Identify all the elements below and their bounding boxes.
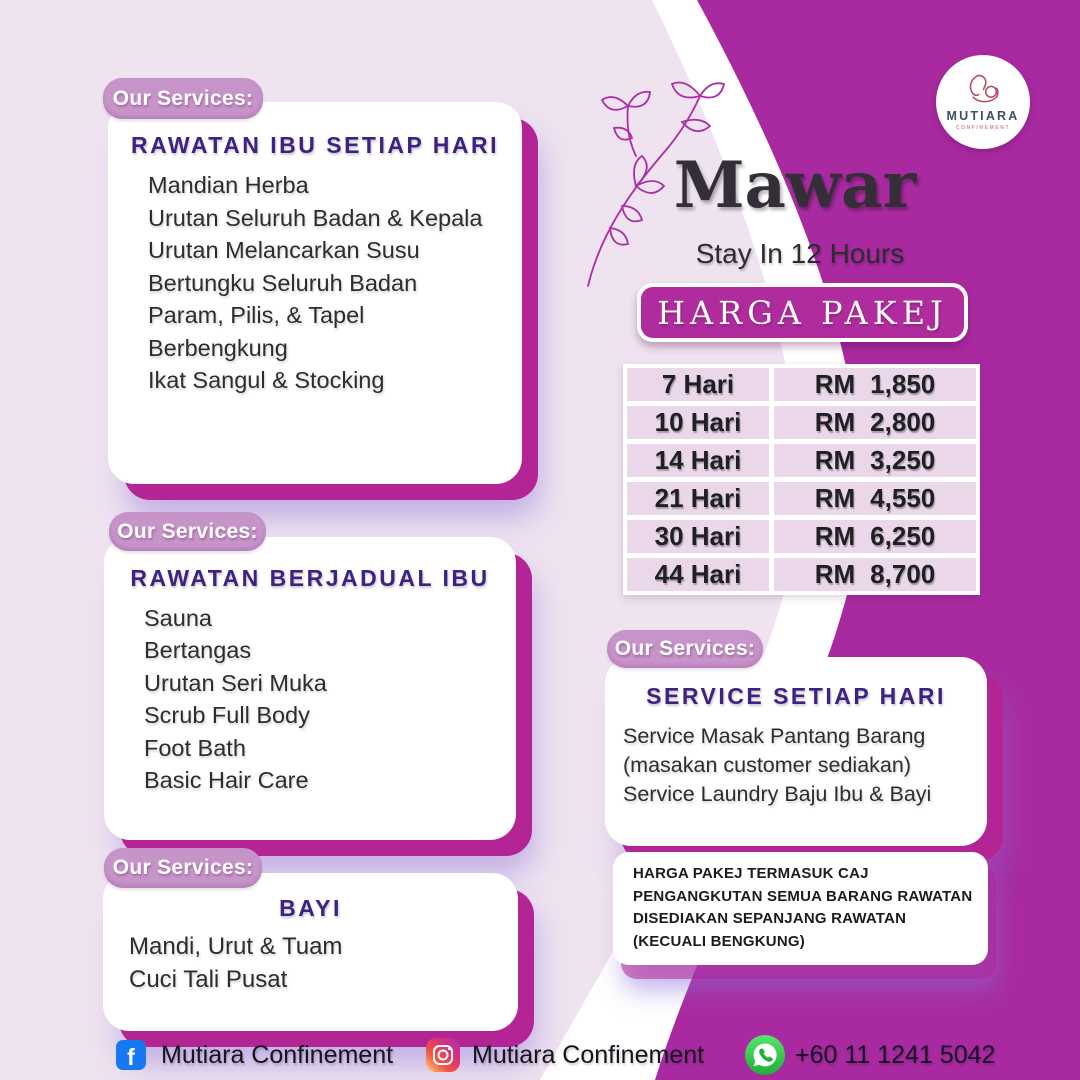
days-cell: 7 Hari — [627, 368, 769, 401]
service-item: (masakan customer sediakan) — [623, 753, 911, 777]
price-row — [627, 368, 976, 401]
price-row — [627, 482, 976, 515]
logo-title: MUTIARA — [946, 109, 1020, 123]
our-services-badge: Our Services: — [109, 512, 266, 551]
service-item: Ikat Sangul & Stocking — [148, 367, 385, 393]
stay-duration: Stay In 12 Hours — [695, 238, 905, 269]
service-item: Basic Hair Care — [144, 767, 309, 794]
card-rawatan-ibu-setiap-hari — [108, 102, 522, 484]
price-amount: 1,850 — [870, 369, 936, 399]
facebook-icon[interactable]: f — [116, 1040, 146, 1070]
service-list — [104, 602, 516, 796]
price-amount: 6,250 — [870, 521, 936, 551]
currency-label: RM — [814, 407, 856, 437]
card-title: RAWATAN IBU SETIAP HARI — [130, 132, 499, 158]
our-services-badge: Our Services: — [103, 78, 263, 119]
currency-label: RM — [814, 559, 856, 589]
days-cell: 30 Hari — [627, 520, 769, 553]
service-item: Urutan Seri Muka — [144, 669, 327, 696]
logo-subtitle: CONFINEMENT — [955, 125, 1011, 131]
instagram-icon[interactable] — [426, 1038, 460, 1072]
days-cell: 10 Hari — [627, 406, 769, 439]
service-list — [103, 930, 518, 996]
service-item: Service Laundry Baju Ibu & Bayi — [623, 782, 932, 806]
price-amount: 4,550 — [870, 483, 936, 513]
price-table — [623, 364, 980, 595]
our-services-badge: Our Services: — [607, 630, 763, 668]
currency-label: RM — [814, 521, 856, 551]
currency-label: RM — [814, 369, 856, 399]
service-list — [108, 169, 522, 397]
price-header-button: HARGA PAKEJ — [637, 283, 968, 342]
service-item: Foot Bath — [144, 734, 246, 761]
service-item: Berbengkung — [148, 334, 288, 361]
service-item: Urutan Melancarkan Susu — [148, 237, 420, 263]
service-item: Sauna — [144, 605, 212, 631]
service-item: Mandi, Urut & Tuam — [129, 933, 343, 960]
whatsapp-icon[interactable] — [745, 1035, 785, 1075]
currency-label: RM — [814, 483, 856, 513]
card-bayi — [103, 873, 518, 1031]
package-disclaimer: HARGA PAKEJ TERMASUK CAJ PENGANGKUTAN SEMUA BARANG RAWATAN DISEDIAKAN SEPANJANG RAWATAN (KECUALI BENGKUNG) — [613, 852, 988, 965]
service-item: Service Masak Pantang Barang — [623, 724, 926, 748]
price-cell — [774, 444, 976, 477]
price-cell — [774, 558, 976, 591]
days-cell: 21 Hari — [627, 482, 769, 515]
card-title: BAYI — [279, 895, 342, 921]
instagram-handle[interactable]: Mutiara Confinement — [472, 1041, 705, 1069]
price-row — [627, 444, 976, 477]
price-amount: 2,800 — [870, 407, 936, 437]
our-services-badge: Our Services: — [104, 848, 262, 888]
service-item: Param, Pilis, & Tapel — [148, 302, 365, 328]
days-cell: 14 Hari — [627, 444, 769, 477]
price-row — [627, 520, 976, 553]
service-list — [605, 722, 987, 809]
mother-baby-icon — [961, 73, 1005, 107]
card-title: SERVICE SETIAP HARI — [646, 683, 946, 709]
service-item: Urutan Seluruh Badan & Kepala — [148, 204, 483, 231]
service-item: Scrub Full Body — [144, 702, 310, 729]
whatsapp-number[interactable]: +60 11 1241 5042 — [795, 1041, 996, 1069]
price-cell — [774, 482, 976, 515]
service-item: Cuci Tali Pusat — [129, 966, 288, 993]
price-cell — [774, 520, 976, 553]
price-amount: 3,250 — [870, 445, 936, 475]
package-title: Mawar — [673, 148, 917, 223]
service-item: Mandian Herba — [148, 172, 309, 198]
card-title: RAWATAN BERJADUAL IBU — [130, 565, 490, 591]
facebook-handle[interactable]: Mutiara Confinement — [161, 1041, 394, 1069]
currency-label: RM — [814, 445, 856, 475]
brand-logo — [936, 55, 1030, 149]
card-service-setiap-hari — [605, 657, 987, 846]
service-item: Bertangas — [144, 637, 252, 664]
price-row — [627, 406, 976, 439]
price-cell — [774, 406, 976, 439]
price-row — [627, 558, 976, 591]
days-cell: 44 Hari — [627, 558, 769, 591]
card-rawatan-berjadual-ibu — [104, 537, 516, 840]
service-item: Bertungku Seluruh Badan — [148, 269, 418, 296]
price-cell — [774, 368, 976, 401]
price-amount: 8,700 — [870, 559, 936, 589]
